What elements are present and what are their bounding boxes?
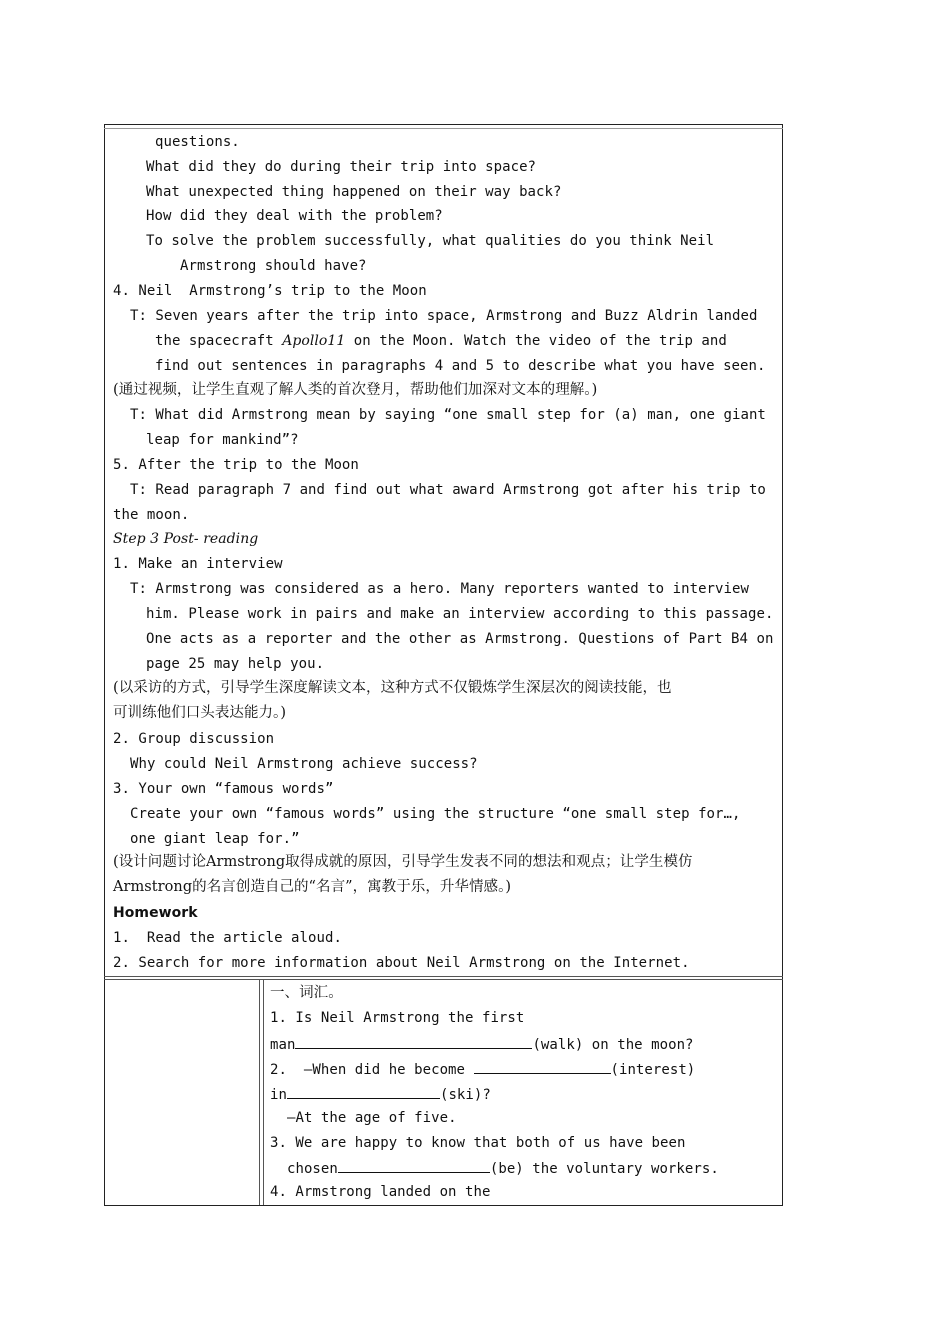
homework-heading: Homework <box>113 905 198 921</box>
text-span: man <box>270 1037 296 1053</box>
step-heading: Step 3 Post- reading <box>113 531 259 547</box>
teacher-line-cont: One acts as a reporter and the other as Armstrong. Questions of Part B4 on <box>146 631 774 647</box>
text-span: on the Moon. Watch the video of the trip and <box>345 333 727 349</box>
teacher-line: T: Armstrong was considered as a hero. Many reporters wanted to interview <box>130 581 749 597</box>
design-note: (通过视频，让学生直观了解人类的首次登月，帮助他们加深对文本的理解。) <box>113 382 598 398</box>
exercise-item-cont <box>270 1034 694 1054</box>
text-span: in <box>270 1087 287 1103</box>
table-top-rule <box>104 128 783 129</box>
exercise-item-cont <box>270 1084 491 1104</box>
text-line: questions. <box>155 134 240 150</box>
section-heading: 2. Group discussion <box>113 731 275 747</box>
exercise-item: 3. We are happy to know that both of us have been <box>270 1135 686 1151</box>
column-divider <box>259 979 264 1205</box>
text-span: (walk) on the moon? <box>532 1037 694 1053</box>
teacher-line-cont: him. Please work in pairs and make an interview according to this passage. <box>146 606 774 622</box>
teacher-line-cont: page 25 may help you. <box>146 656 325 672</box>
text-span: (be) the voluntary workers. <box>489 1161 719 1177</box>
teacher-line-cont: leap for mankind”? <box>146 432 299 448</box>
section-heading: 3. Your own “famous words” <box>113 781 334 797</box>
section-heading: 4. Neil Armstrong’s trip to the Moon <box>113 283 427 299</box>
text-span: 2. —When did he become <box>270 1062 474 1078</box>
exercise-item <box>270 1059 695 1079</box>
answer-blank[interactable] <box>338 1158 490 1173</box>
exercise-item: 4. Armstrong landed on the <box>270 1184 491 1200</box>
question-2: What unexpected thing happened on their way back? <box>146 184 562 200</box>
design-note-cont: Armstrong的名言创造自己的“名言”，寓教于乐，升华情感。) <box>113 879 512 895</box>
teacher-line: T: What did Armstrong mean by saying “one small step for (a) man, one giant <box>130 407 766 423</box>
section-heading: 5. After the trip to the Moon <box>113 457 359 473</box>
answer-blank[interactable] <box>287 1084 440 1099</box>
text-span: (ski)? <box>439 1087 491 1103</box>
homework-item: 2. Search for more information about Neil Armstrong on the Internet. <box>113 955 690 971</box>
exercise-item: 1. Is Neil Armstrong the first <box>270 1010 525 1026</box>
exercise-item-cont: —At the age of five. <box>287 1110 457 1126</box>
answer-blank[interactable] <box>474 1059 611 1074</box>
task-line: Create your own “famous words” using the structure “one small step for…, <box>130 806 741 822</box>
teacher-line-cont: find out sentences in paragraphs 4 and 5 to describe what you have seen. <box>155 358 766 374</box>
row-divider <box>104 976 783 980</box>
teacher-line: T: Seven years after the trip into space, Armstrong and Buzz Aldrin landed <box>130 308 758 324</box>
answer-blank[interactable] <box>295 1034 532 1049</box>
text-span: the spacecraft <box>155 333 283 349</box>
question-4: To solve the problem successfully, what qualities do you think Neil <box>146 233 715 249</box>
design-note: (设计问题讨论Armstrong取得成就的原因，引导学生发表不同的想法和观点；让学生模仿 <box>113 854 693 870</box>
teacher-line-cont: the moon. <box>113 507 190 523</box>
exercise-item-cont <box>287 1158 719 1178</box>
exercise-heading: 一、词汇。 <box>270 985 343 1001</box>
spacecraft-name: Apollo11 <box>282 333 346 349</box>
teacher-line-cont <box>155 332 727 350</box>
design-note-cont: 可训练他们口头表达能力。) <box>113 705 287 721</box>
design-note: (以采访的方式，引导学生深度解读文本，这种方式不仅锻炼学生深层次的阅读技能，也 <box>113 680 672 696</box>
homework-item: 1. Read the article aloud. <box>113 930 342 946</box>
discussion-question: Why could Neil Armstrong achieve success? <box>130 756 478 772</box>
section-heading: 1. Make an interview <box>113 556 283 572</box>
text-span: (interest) <box>610 1062 696 1078</box>
task-line-cont: one giant leap for.” <box>130 831 300 847</box>
text-span: chosen <box>287 1161 338 1177</box>
question-4-cont: Armstrong should have? <box>180 258 367 274</box>
teacher-line: T: Read paragraph 7 and find out what award Armstrong got after his trip to <box>130 482 766 498</box>
question-1: What did they do during their trip into space? <box>146 159 537 175</box>
question-3: How did they deal with the problem? <box>146 208 443 224</box>
